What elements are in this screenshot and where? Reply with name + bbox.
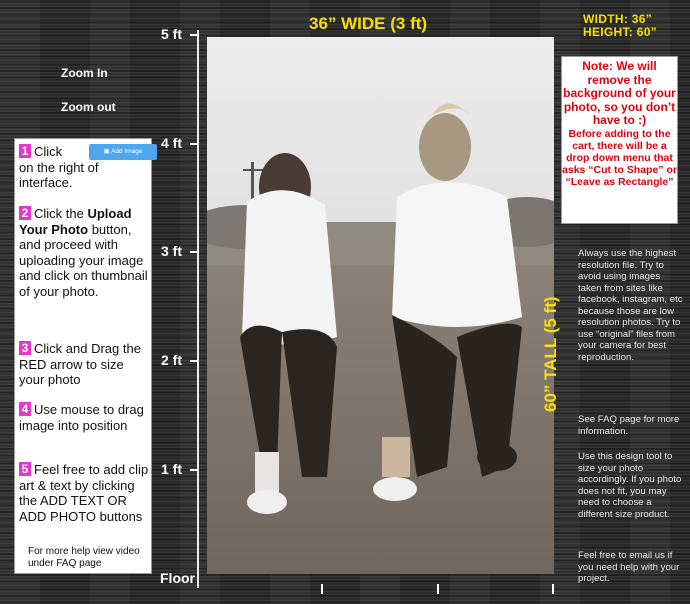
ruler-label-1ft: 1 ft [161, 461, 182, 477]
ruler-tick [552, 584, 554, 594]
step-text: Use mouse to drag image into position [19, 402, 144, 433]
step-number: 1 [19, 144, 31, 158]
ruler-tick [190, 360, 198, 362]
ruler-label-floor: Floor [160, 570, 195, 586]
step-text: Click the [34, 206, 88, 221]
ruler-label-5ft: 5 ft [161, 26, 182, 42]
image-icon: ▣ [103, 148, 112, 155]
uploaded-photo[interactable] [207, 37, 554, 574]
height-readout: HEIGHT: 60” [583, 25, 657, 39]
step-text: Feel free to add clip art & text by clicking the ADD TEXT OR ADD PHOTO buttons [19, 462, 149, 524]
step-text: Click [34, 144, 63, 159]
step-number: 3 [19, 341, 31, 355]
width-label: 36” WIDE (3 ft) [309, 14, 428, 33]
height-label: 60” TALL (5 ft) [541, 296, 560, 412]
ruler-line [197, 30, 199, 588]
step-5 [19, 462, 149, 524]
ruler-tick [190, 251, 198, 253]
side-note-resolution: Always use the highest resolution file. Try to avoid using images taken from sites like facebook, instagram, etc because those are low resolution photos. Try to use “original” files from your camera for best reproduction. [578, 248, 683, 363]
step-text: button, and proceed with uploading your image and click on thumbnail of your photo. [19, 221, 148, 299]
side-note-sizing: Use this design tool to size your photo accordingly. If you photo does not fit, you may need to choose a different size product. [578, 451, 682, 520]
step-emphasis: Upload Your Photo [19, 206, 132, 237]
add-image-label: Add Image [111, 148, 143, 155]
step-text: on the right of interface. [19, 159, 99, 190]
ruler-tick [190, 469, 198, 471]
step-3 [19, 341, 149, 388]
add-image-button[interactable] [89, 144, 157, 160]
ruler-label-4ft: 4 ft [161, 135, 182, 151]
zoom-in-button[interactable]: Zoom In [61, 66, 108, 80]
help-note: For more help view video under FAQ page [28, 546, 140, 569]
note-text: Before adding to the cart, there will be a drop down menu that asks “Cut to Shape” or “Leave as Rectangle” [562, 127, 677, 188]
ruler-tick [190, 34, 198, 36]
step-4 [19, 402, 149, 433]
zoom-out-button[interactable]: Zoom out [61, 100, 116, 114]
background-removal-note [561, 56, 678, 224]
step-number: 2 [19, 206, 31, 220]
ruler-tick [321, 584, 323, 594]
ruler-label-3ft: 3 ft [161, 243, 182, 259]
side-note-faq: See FAQ page for more information. [578, 414, 680, 437]
note-text: Note: We will remove the background of your photo, so you don’t have to :) [563, 59, 676, 128]
step-2 [19, 206, 149, 299]
width-readout: WIDTH: 36” [583, 12, 652, 26]
ruler-label-2ft: 2 ft [161, 352, 182, 368]
step-number: 5 [19, 462, 31, 476]
side-note-email: Feel free to email us if you need help with your project. [578, 550, 680, 584]
ruler-tick [190, 143, 198, 145]
step-number: 4 [19, 402, 31, 416]
step-text: Click and Drag the RED arrow to size your photo [19, 341, 141, 387]
photo-canvas[interactable] [207, 37, 554, 574]
ruler-tick [437, 584, 439, 594]
instructions-panel [14, 138, 152, 574]
